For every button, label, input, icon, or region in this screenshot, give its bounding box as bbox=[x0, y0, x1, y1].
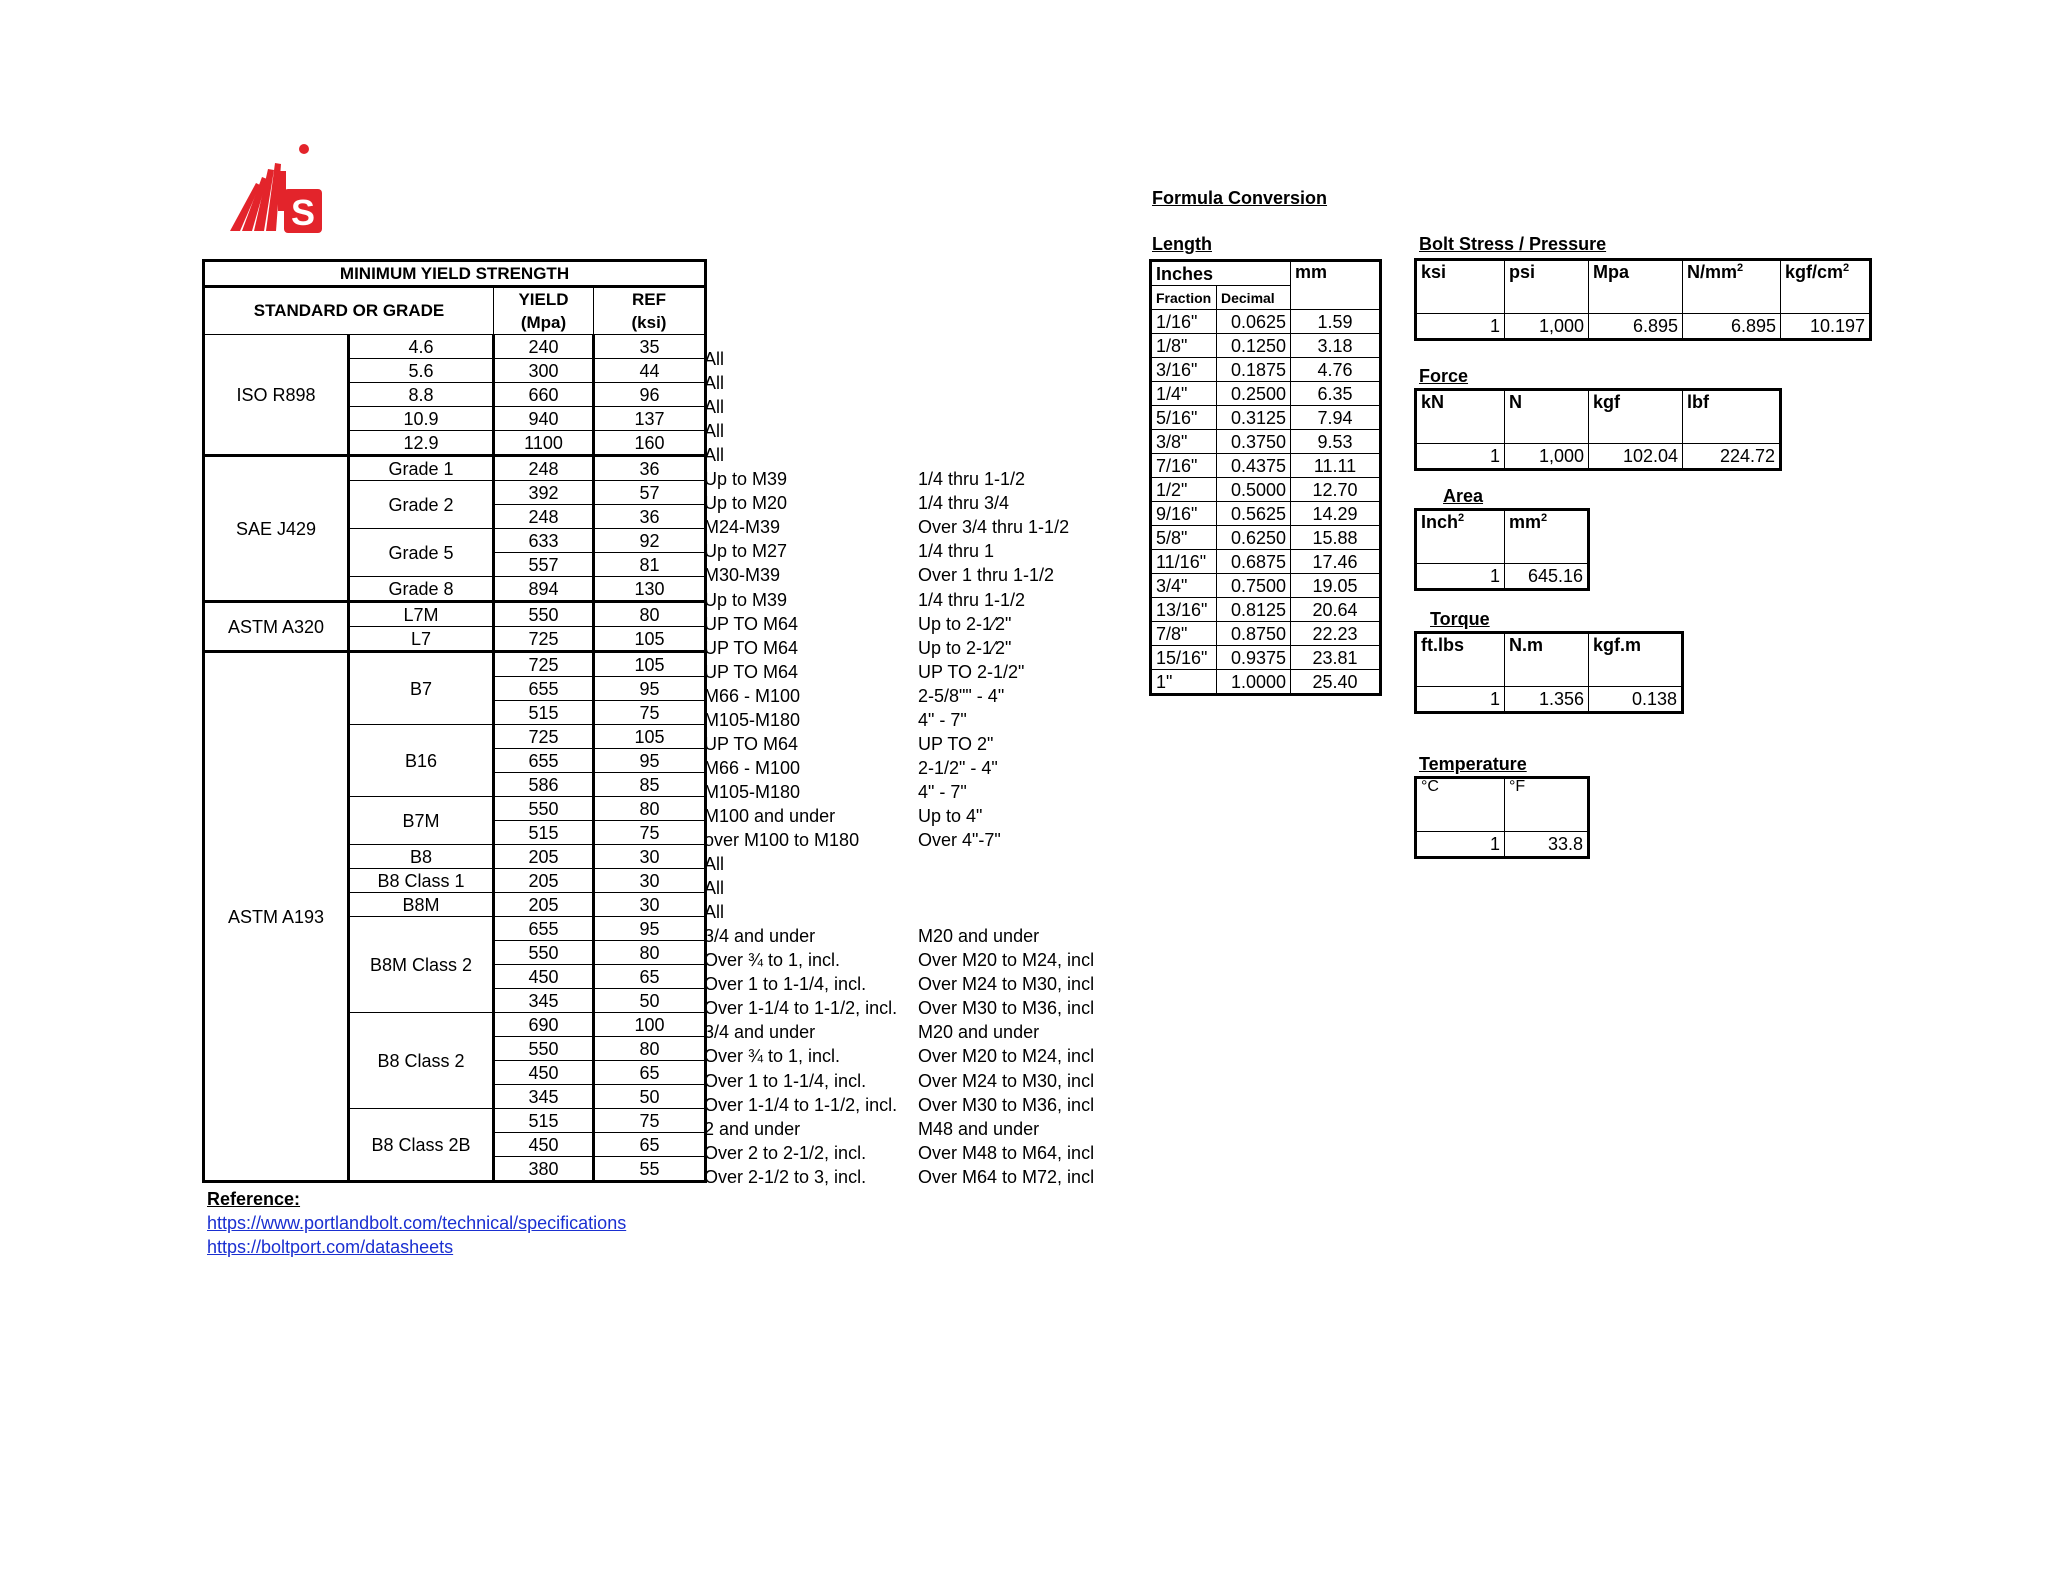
force-header-kn: kN bbox=[1416, 390, 1505, 444]
length-header-mm: mm bbox=[1291, 261, 1381, 310]
length-decimal-cell: 0.3125 bbox=[1217, 406, 1291, 430]
torque-value-ftlbs: 1 bbox=[1416, 687, 1505, 713]
ref-ksi-cell: 95 bbox=[594, 749, 706, 773]
length-mm-cell: 19.05 bbox=[1291, 574, 1381, 598]
ref-ksi-cell: 75 bbox=[594, 1109, 706, 1133]
temperature-title: Temperature bbox=[1419, 754, 1527, 774]
yield-table-title: MINIMUM YIELD STRENGTH bbox=[204, 261, 706, 287]
yield-mpa-cell: 550 bbox=[494, 941, 594, 965]
size-range-metric: Over ¾ to 1, incl. bbox=[704, 1046, 841, 1066]
area-value-mm2: 645.16 bbox=[1505, 564, 1589, 590]
bolt-stress-header-nmm2 bbox=[1683, 260, 1781, 314]
length-fraction-cell: 5/16" bbox=[1151, 406, 1217, 430]
size-range-inch: Over 4"-7" bbox=[918, 830, 1001, 850]
size-range-metric: over M100 to M180 bbox=[704, 830, 860, 850]
length-mm-cell: 7.94 bbox=[1291, 406, 1381, 430]
yield-mpa-cell: 633 bbox=[494, 529, 594, 553]
temperature-header-f: °F bbox=[1505, 778, 1589, 832]
size-range-inch: M20 and under bbox=[918, 1022, 1040, 1042]
size-range-metric: All bbox=[704, 445, 725, 465]
yield-mpa-cell: 894 bbox=[494, 577, 594, 602]
size-range-metric: 2 and under bbox=[704, 1119, 801, 1139]
length-fraction-cell: 1/4" bbox=[1151, 382, 1217, 406]
ref-ksi-cell: 30 bbox=[594, 869, 706, 893]
length-mm-cell: 23.81 bbox=[1291, 646, 1381, 670]
area-header-mm2 bbox=[1505, 510, 1589, 564]
size-range-metric: All bbox=[704, 854, 725, 874]
length-fraction-cell: 7/8" bbox=[1151, 622, 1217, 646]
length-fraction-cell: 1/2" bbox=[1151, 478, 1217, 502]
length-decimal-cell: 0.8125 bbox=[1217, 598, 1291, 622]
yield-strength-table bbox=[202, 259, 707, 1183]
grade-cell: B8 Class 2 bbox=[349, 1013, 494, 1109]
length-fraction-cell: 3/8" bbox=[1151, 430, 1217, 454]
ref-ksi-cell: 80 bbox=[594, 941, 706, 965]
length-mm-cell: 6.35 bbox=[1291, 382, 1381, 406]
yield-mpa-cell: 205 bbox=[494, 845, 594, 869]
length-header-inches: Inches bbox=[1151, 261, 1291, 286]
ref-ksi-cell: 130 bbox=[594, 577, 706, 602]
yield-mpa-cell: 940 bbox=[494, 407, 594, 431]
yield-mpa-cell: 345 bbox=[494, 1085, 594, 1109]
size-range-metric: Over 1 to 1-1/4, incl. bbox=[704, 974, 867, 994]
length-fraction-cell: 7/16" bbox=[1151, 454, 1217, 478]
area-title: Area bbox=[1443, 486, 1484, 506]
size-range-metric: All bbox=[704, 349, 725, 369]
ref-ksi-cell: 55 bbox=[594, 1157, 706, 1182]
table-row bbox=[204, 335, 706, 359]
table-row bbox=[204, 602, 706, 627]
ref-ksi-cell: 105 bbox=[594, 725, 706, 749]
size-range-metric: 3/4 and under bbox=[704, 1022, 816, 1042]
grade-cell: 12.9 bbox=[349, 431, 494, 456]
size-range-inch: M20 and under bbox=[918, 926, 1040, 946]
yield-mpa-cell: 725 bbox=[494, 652, 594, 677]
size-range-inch: Over M48 to M64, incl bbox=[918, 1143, 1095, 1163]
length-row bbox=[1151, 526, 1381, 550]
size-range-metric: UP TO M64 bbox=[704, 662, 799, 682]
ref-ksi-cell: 57 bbox=[594, 481, 706, 505]
yield-mpa-cell: 515 bbox=[494, 1109, 594, 1133]
bolt-stress-value-mpa: 6.895 bbox=[1589, 314, 1683, 340]
grade-cell: Grade 1 bbox=[349, 456, 494, 481]
length-decimal-cell: 1.0000 bbox=[1217, 670, 1291, 695]
ref-ksi-cell: 95 bbox=[594, 677, 706, 701]
size-range-inch: Over M24 to M30, incl bbox=[918, 974, 1095, 994]
size-range-inch: 2-5/8"" - 4" bbox=[918, 686, 1005, 706]
size-range-inch: 1/4 thru 1-1/2 bbox=[918, 469, 1026, 489]
length-decimal-cell: 0.1250 bbox=[1217, 334, 1291, 358]
yield-mpa-cell: 550 bbox=[494, 797, 594, 821]
grade-cell: 10.9 bbox=[349, 407, 494, 431]
length-fraction-cell: 1/16" bbox=[1151, 310, 1217, 334]
size-range-metric: Up to M27 bbox=[704, 541, 788, 561]
grade-cell: L7M bbox=[349, 602, 494, 627]
ref-ksi-cell: 80 bbox=[594, 602, 706, 627]
length-title: Length bbox=[1152, 234, 1212, 254]
area-header-mm: mm bbox=[1509, 512, 1542, 532]
size-range-inch: Up to 2-1⁄2" bbox=[918, 638, 1012, 658]
size-range-inch: Over 3/4 thru 1-1/2 bbox=[918, 517, 1070, 537]
length-row bbox=[1151, 430, 1381, 454]
grade-cell: B8 bbox=[349, 845, 494, 869]
ref-ksi-cell: 105 bbox=[594, 652, 706, 677]
bolt-stress-header-psi: psi bbox=[1505, 260, 1589, 314]
size-range-metric: All bbox=[704, 902, 725, 922]
size-range-metric: All bbox=[704, 878, 725, 898]
yield-mpa-cell: 550 bbox=[494, 1037, 594, 1061]
size-range-inch: UP TO 2" bbox=[918, 734, 994, 754]
length-fraction-cell: 5/8" bbox=[1151, 526, 1217, 550]
yield-mpa-cell: 248 bbox=[494, 456, 594, 481]
ref-ksi-cell: 35 bbox=[594, 335, 706, 359]
grade-cell: B16 bbox=[349, 725, 494, 797]
length-table bbox=[1149, 259, 1382, 696]
ref-ksi-cell: 105 bbox=[594, 627, 706, 652]
length-decimal-cell: 0.9375 bbox=[1217, 646, 1291, 670]
ref-ksi-cell: 85 bbox=[594, 773, 706, 797]
yield-mpa-cell: 660 bbox=[494, 383, 594, 407]
yield-mpa-cell: 450 bbox=[494, 965, 594, 989]
yield-mpa-cell: 205 bbox=[494, 893, 594, 917]
superscript-2: 2 bbox=[1541, 512, 1548, 524]
torque-title: Torque bbox=[1430, 609, 1490, 629]
size-range-metric: All bbox=[704, 373, 725, 393]
length-row bbox=[1151, 358, 1381, 382]
size-range-inch: 1/4 thru 1 bbox=[918, 541, 995, 561]
yield-mpa-cell: 550 bbox=[494, 602, 594, 627]
superscript-2: 2 bbox=[1843, 262, 1850, 274]
company-logo bbox=[226, 143, 326, 239]
size-range-metric: Up to M39 bbox=[704, 590, 788, 610]
ref-ksi-cell: 30 bbox=[594, 893, 706, 917]
length-fraction-cell: 11/16" bbox=[1151, 550, 1217, 574]
standard-group-cell: ASTM A193 bbox=[204, 652, 349, 1182]
length-fraction-cell: 3/4" bbox=[1151, 574, 1217, 598]
length-header-fraction: Fraction bbox=[1151, 286, 1217, 310]
length-fraction-cell: 1" bbox=[1151, 670, 1217, 695]
bolt-stress-header-ksi: ksi bbox=[1416, 260, 1505, 314]
length-decimal-cell: 0.0625 bbox=[1217, 310, 1291, 334]
force-header-lbf: lbf bbox=[1683, 390, 1781, 444]
yield-mpa-cell: 205 bbox=[494, 869, 594, 893]
length-header-decimal: Decimal bbox=[1217, 286, 1291, 310]
standard-group-cell: ISO R898 bbox=[204, 335, 349, 456]
size-range-inch: 1/4 thru 1-1/2 bbox=[918, 590, 1026, 610]
temperature-value-c: 1 bbox=[1416, 832, 1505, 858]
grade-cell: 8.8 bbox=[349, 383, 494, 407]
length-mm-cell: 20.64 bbox=[1291, 598, 1381, 622]
length-mm-cell: 14.29 bbox=[1291, 502, 1381, 526]
length-mm-cell: 17.46 bbox=[1291, 550, 1381, 574]
length-fraction-cell: 15/16" bbox=[1151, 646, 1217, 670]
torque-table bbox=[1414, 631, 1684, 714]
length-mm-cell: 1.59 bbox=[1291, 310, 1381, 334]
size-range-metric: Up to M20 bbox=[704, 493, 788, 513]
yield-mpa-cell: 300 bbox=[494, 359, 594, 383]
reference-link-1[interactable]: https://www.portlandbolt.com/technical/specifications bbox=[207, 1213, 627, 1233]
yield-mpa-cell: 240 bbox=[494, 335, 594, 359]
area-value-inch2: 1 bbox=[1416, 564, 1505, 590]
force-title: Force bbox=[1419, 366, 1469, 386]
ref-ksi-cell: 44 bbox=[594, 359, 706, 383]
ref-ksi-cell: 36 bbox=[594, 505, 706, 529]
ref-ksi-cell: 50 bbox=[594, 989, 706, 1013]
logo-text: S bbox=[290, 192, 316, 233]
ref-ksi-cell: 137 bbox=[594, 407, 706, 431]
area-table bbox=[1414, 508, 1590, 591]
temperature-table bbox=[1414, 776, 1590, 859]
force-value-lbf: 224.72 bbox=[1683, 444, 1781, 470]
yield-mpa-cell: 345 bbox=[494, 989, 594, 1013]
yield-mpa-cell: 655 bbox=[494, 749, 594, 773]
size-range-inch: Over M24 to M30, incl bbox=[918, 1071, 1095, 1091]
yield-mpa-cell: 380 bbox=[494, 1157, 594, 1182]
bolt-stress-header-nmm: N/mm bbox=[1687, 262, 1738, 282]
length-mm-cell: 12.70 bbox=[1291, 478, 1381, 502]
yield-mpa-cell: 392 bbox=[494, 481, 594, 505]
force-table bbox=[1414, 388, 1782, 471]
force-value-kgf: 102.04 bbox=[1589, 444, 1683, 470]
size-range-inch: 1/4 thru 3/4 bbox=[918, 493, 1010, 513]
length-decimal-cell: 0.4375 bbox=[1217, 454, 1291, 478]
bolt-stress-header-kgfcm: kgf/cm bbox=[1785, 262, 1844, 282]
force-header-n: N bbox=[1505, 390, 1589, 444]
length-mm-cell: 3.18 bbox=[1291, 334, 1381, 358]
ref-ksi-cell: 65 bbox=[594, 1133, 706, 1157]
superscript-2: 2 bbox=[1737, 262, 1744, 274]
force-value-kn: 1 bbox=[1416, 444, 1505, 470]
bolt-stress-header-mpa: Mpa bbox=[1589, 260, 1683, 314]
grade-cell: B8 Class 2B bbox=[349, 1109, 494, 1182]
ref-ksi-cell: 100 bbox=[594, 1013, 706, 1037]
length-mm-cell: 4.76 bbox=[1291, 358, 1381, 382]
size-range-metric: M105-M180 bbox=[704, 710, 801, 730]
yield-mpa-cell: 1100 bbox=[494, 431, 594, 456]
size-range-metric: M30-M39 bbox=[704, 565, 781, 585]
length-mm-cell: 15.88 bbox=[1291, 526, 1381, 550]
size-range-metric: UP TO M64 bbox=[704, 614, 799, 634]
size-range-metric: Over 2-1/2 to 3, incl. bbox=[704, 1167, 867, 1187]
ref-ksi-cell: 50 bbox=[594, 1085, 706, 1109]
ref-ksi-cell: 65 bbox=[594, 1061, 706, 1085]
length-row bbox=[1151, 598, 1381, 622]
length-row bbox=[1151, 454, 1381, 478]
size-range-metric: Over ¾ to 1, incl. bbox=[704, 950, 841, 970]
length-mm-cell: 22.23 bbox=[1291, 622, 1381, 646]
length-decimal-cell: 0.5000 bbox=[1217, 478, 1291, 502]
ref-ksi-cell: 80 bbox=[594, 797, 706, 821]
length-mm-cell: 11.11 bbox=[1291, 454, 1381, 478]
yield-mpa-cell: 450 bbox=[494, 1061, 594, 1085]
col-header-yield: YIELD bbox=[494, 287, 594, 312]
standard-group-cell: SAE J429 bbox=[204, 456, 349, 602]
grade-cell: Grade 5 bbox=[349, 529, 494, 577]
length-row bbox=[1151, 334, 1381, 358]
bolt-stress-value-ksi: 1 bbox=[1416, 314, 1505, 340]
length-fraction-cell: 1/8" bbox=[1151, 334, 1217, 358]
length-decimal-cell: 0.5625 bbox=[1217, 502, 1291, 526]
col-header-standard: STANDARD OR GRADE bbox=[204, 287, 494, 335]
torque-header-nm: N.m bbox=[1505, 633, 1589, 687]
length-row bbox=[1151, 574, 1381, 598]
length-row bbox=[1151, 646, 1381, 670]
size-range-inch: 2-1/2" - 4" bbox=[918, 758, 998, 778]
grade-cell: 4.6 bbox=[349, 335, 494, 359]
grade-cell: B7 bbox=[349, 652, 494, 725]
grade-cell: Grade 2 bbox=[349, 481, 494, 529]
grade-cell: 5.6 bbox=[349, 359, 494, 383]
yield-mpa-cell: 725 bbox=[494, 725, 594, 749]
length-decimal-cell: 0.8750 bbox=[1217, 622, 1291, 646]
length-decimal-cell: 0.3750 bbox=[1217, 430, 1291, 454]
grade-cell: B8M bbox=[349, 893, 494, 917]
size-range-metric: UP TO M64 bbox=[704, 638, 799, 658]
area-header-inch2 bbox=[1416, 510, 1505, 564]
size-range-metric: M66 - M100 bbox=[704, 758, 801, 778]
size-range-metric: Over 2 to 2-1/2, incl. bbox=[704, 1143, 867, 1163]
grade-cell: B8M Class 2 bbox=[349, 917, 494, 1013]
yield-mpa-cell: 450 bbox=[494, 1133, 594, 1157]
size-range-metric: UP TO M64 bbox=[704, 734, 799, 754]
length-fraction-cell: 13/16" bbox=[1151, 598, 1217, 622]
size-range-inch: M48 and under bbox=[918, 1119, 1040, 1139]
ref-ksi-cell: 75 bbox=[594, 701, 706, 725]
size-range-metric: Over 1 to 1-1/4, incl. bbox=[704, 1071, 867, 1091]
force-header-kgf: kgf bbox=[1589, 390, 1683, 444]
length-decimal-cell: 0.1875 bbox=[1217, 358, 1291, 382]
yield-mpa-cell: 515 bbox=[494, 701, 594, 725]
size-range-metric: Over 1-1/4 to 1-1/2, incl. bbox=[704, 1095, 898, 1115]
bolt-stress-header-kgfcm2 bbox=[1781, 260, 1871, 314]
length-row bbox=[1151, 502, 1381, 526]
size-range-inch: Over 1 thru 1-1/2 bbox=[918, 565, 1055, 585]
force-value-n: 1,000 bbox=[1505, 444, 1589, 470]
length-fraction-cell: 3/16" bbox=[1151, 358, 1217, 382]
yield-mpa-cell: 248 bbox=[494, 505, 594, 529]
length-decimal-cell: 0.2500 bbox=[1217, 382, 1291, 406]
length-row bbox=[1151, 478, 1381, 502]
size-range-inch: Over M20 to M24, incl bbox=[918, 1046, 1095, 1066]
bolt-stress-title: Bolt Stress / Pressure bbox=[1419, 234, 1607, 254]
size-range-inch: 4" - 7" bbox=[918, 710, 967, 730]
bolt-stress-table bbox=[1414, 258, 1872, 341]
yield-mpa-cell: 725 bbox=[494, 627, 594, 652]
bolt-stress-value-kgfcm2: 10.197 bbox=[1781, 314, 1871, 340]
torque-value-kgfm: 0.138 bbox=[1589, 687, 1683, 713]
logo-icon bbox=[226, 143, 326, 239]
size-range-metric: All bbox=[704, 421, 725, 441]
table-row bbox=[204, 652, 706, 677]
temperature-value-f: 33.8 bbox=[1505, 832, 1589, 858]
size-range-inch: Up to 2-1⁄2" bbox=[918, 614, 1012, 634]
grade-cell: B8 Class 1 bbox=[349, 869, 494, 893]
size-range-metric: M66 - M100 bbox=[704, 686, 801, 706]
ref-ksi-cell: 81 bbox=[594, 553, 706, 577]
ref-ksi-cell: 95 bbox=[594, 917, 706, 941]
grade-cell: B7M bbox=[349, 797, 494, 845]
ref-ksi-cell: 75 bbox=[594, 821, 706, 845]
length-row bbox=[1151, 382, 1381, 406]
grade-cell: L7 bbox=[349, 627, 494, 652]
yield-mpa-cell: 655 bbox=[494, 677, 594, 701]
length-row bbox=[1151, 622, 1381, 646]
yield-mpa-cell: 655 bbox=[494, 917, 594, 941]
formula-conversion-title: Formula Conversion bbox=[1152, 188, 1328, 208]
col-header-ref: REF bbox=[594, 287, 706, 312]
yield-mpa-cell: 515 bbox=[494, 821, 594, 845]
yield-mpa-cell: 586 bbox=[494, 773, 594, 797]
size-range-metric: M105-M180 bbox=[704, 782, 801, 802]
ref-ksi-cell: 160 bbox=[594, 431, 706, 456]
reference-label: Reference: bbox=[207, 1189, 301, 1209]
size-range-inch: Up to 4" bbox=[918, 806, 983, 826]
col-header-ref-unit: (ksi) bbox=[594, 311, 706, 335]
length-fraction-cell: 9/16" bbox=[1151, 502, 1217, 526]
size-range-metric: Over 1-1/4 to 1-1/2, incl. bbox=[704, 998, 898, 1018]
torque-value-nm: 1.356 bbox=[1505, 687, 1589, 713]
torque-header-kgfm: kgf.m bbox=[1589, 633, 1683, 687]
size-range-inch: Over M20 to M24, incl bbox=[918, 950, 1095, 970]
torque-header-ftlbs: ft.lbs bbox=[1416, 633, 1505, 687]
standard-group-cell: ASTM A320 bbox=[204, 602, 349, 652]
size-range-metric: M100 and under bbox=[704, 806, 836, 826]
length-mm-cell: 9.53 bbox=[1291, 430, 1381, 454]
size-range-inch: Over M64 to M72, incl bbox=[918, 1167, 1095, 1187]
grade-cell: Grade 8 bbox=[349, 577, 494, 602]
size-range-inch: Over M30 to M36, incl bbox=[918, 998, 1095, 1018]
length-row bbox=[1151, 310, 1381, 334]
size-range-metric: Up to M39 bbox=[704, 469, 788, 489]
ref-ksi-cell: 65 bbox=[594, 965, 706, 989]
table-row bbox=[204, 456, 706, 481]
ref-ksi-cell: 80 bbox=[594, 1037, 706, 1061]
bolt-stress-value-psi: 1,000 bbox=[1505, 314, 1589, 340]
size-range-metric: M24-M39 bbox=[704, 517, 781, 537]
length-decimal-cell: 0.6250 bbox=[1217, 526, 1291, 550]
yield-mpa-cell: 690 bbox=[494, 1013, 594, 1037]
length-row bbox=[1151, 550, 1381, 574]
size-range-inch: Over M30 to M36, incl bbox=[918, 1095, 1095, 1115]
length-decimal-cell: 0.6875 bbox=[1217, 550, 1291, 574]
length-row bbox=[1151, 406, 1381, 430]
temperature-header-c: °C bbox=[1416, 778, 1505, 832]
col-header-yield-unit: (Mpa) bbox=[494, 311, 594, 335]
yield-mpa-cell: 557 bbox=[494, 553, 594, 577]
reference-link-2[interactable]: https://boltport.com/datasheets bbox=[207, 1237, 454, 1257]
length-row bbox=[1151, 670, 1381, 695]
superscript-2: 2 bbox=[1458, 512, 1465, 524]
area-header-inch: Inch bbox=[1421, 512, 1459, 532]
ref-ksi-cell: 36 bbox=[594, 456, 706, 481]
size-range-inch: 4" - 7" bbox=[918, 782, 967, 802]
size-range-metric: 3/4 and under bbox=[704, 926, 816, 946]
ref-ksi-cell: 30 bbox=[594, 845, 706, 869]
bolt-stress-value-nmm2: 6.895 bbox=[1683, 314, 1781, 340]
length-decimal-cell: 0.7500 bbox=[1217, 574, 1291, 598]
ref-ksi-cell: 96 bbox=[594, 383, 706, 407]
size-range-inch: UP TO 2-1/2" bbox=[918, 662, 1025, 682]
length-mm-cell: 25.40 bbox=[1291, 670, 1381, 695]
size-range-metric: All bbox=[704, 397, 725, 417]
ref-ksi-cell: 92 bbox=[594, 529, 706, 553]
